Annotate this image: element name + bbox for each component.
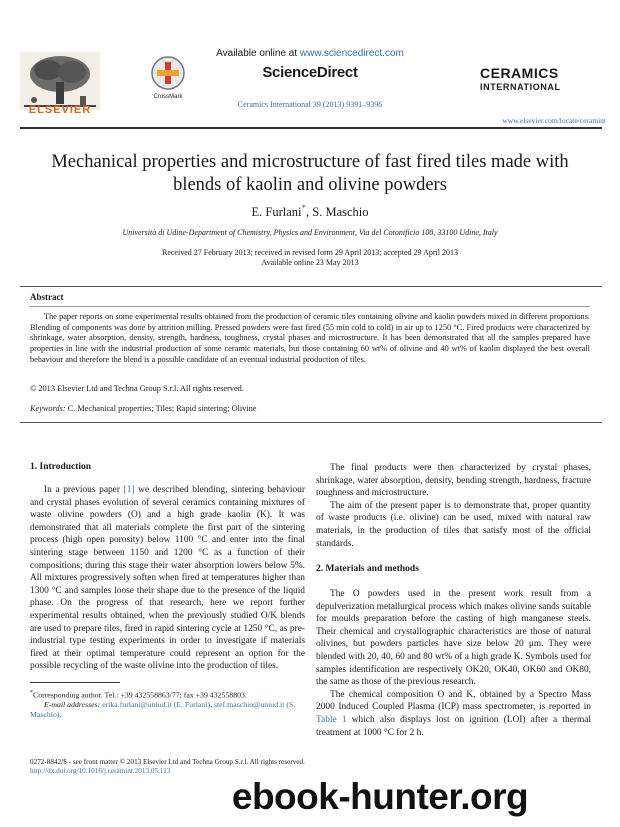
journal-reference-link[interactable]: Ceramics International 39 (2013) 9391–9396 — [237, 100, 383, 109]
journal-homepage-link[interactable]: www.elsevier.com/locate/ceramint — [502, 116, 606, 125]
email-link-furlani[interactable]: erika.furlani@uniud.it (E. Furlani) — [102, 700, 211, 709]
materials-methods-text — [316, 588, 591, 739]
front-matter-notice: 0272-8842/$ - see front matter © 2013 Elsevier Ltd and Techna Group S.r.l. All rights reserved. — [30, 758, 305, 766]
sciencedirect-link[interactable]: www.sciencedirect.com — [299, 48, 404, 59]
abstract-divider — [30, 306, 590, 307]
methods-p2-start: The chemical composition O and K, obtained by a Spectro Mass 2000 Induced Coupled Plasma (ICP) mass spectrometer, is reported in — [316, 689, 591, 713]
footnote-divider — [30, 682, 120, 683]
keywords-line — [30, 404, 590, 413]
title-divider — [20, 286, 602, 287]
intro-p1-rest: we described blending, sintering behaviour and crystal phases evolution of several ceramics containing mixtures of waste olivine powders (O) and a high grade kaolin (K). It was demonstrated that all materials complete the first part of the sintering process (high open porosity) below 1100 °C and enter into the final sintering stage between 1150 and 1200 °C as a function of their compositions; during this stage their water absorption lowers below 5%. All mixtures progressively soften when fired at temperatures higher than 1300 °C and samples loose their shape due to the presence of the liquid phase. On the progress of that research, here we report further experimental results obtained, when the previously studied O/K blends are used to prepare tiles, fired in rapid sintering cycle at 1250 °C, as pre-industrial type testing experiments in order to investigate if materials fired at their optimal temperature could represent an option for the possible recycling of the waste olivine into the production of tiles. — [30, 485, 305, 672]
corresponding-author-text: Corresponding author. Tel.: +39 432558863/77; fax +39 432558803. — [33, 690, 247, 700]
available-online-line — [190, 48, 430, 59]
sciencedirect-logo: ScienceDirect — [262, 64, 358, 81]
email-separator: , — [210, 700, 214, 709]
watermark-text: ebook-hunter.org — [231, 776, 529, 817]
abstract-heading: Abstract — [30, 292, 64, 302]
corresponding-author-footnote — [30, 688, 305, 701]
methods-p2-rest: which also displays lost on ignition (LOI) after a thermal treatment at 1000 °C for 2 h. — [316, 714, 591, 738]
abstract-bottom-divider — [20, 422, 602, 423]
header-divider — [20, 127, 602, 129]
methods-paragraph-2 — [316, 689, 591, 739]
journal-logo-line1: CERAMICS — [480, 65, 559, 81]
citation-link-1[interactable]: [1] — [123, 485, 135, 495]
section-heading-introduction: 1. Introduction — [30, 462, 92, 472]
affiliation: Università di Udine-Department of Chemistry, Physics and Environment, Via del Cotonificio 108, 33100 Udine, Italy — [122, 228, 498, 237]
intro-paragraph-2: The final products were then characterized by crystal phases, shrinkage, water absorption, density, bending strength, hardness, fracture toughness and microstructure. — [316, 463, 591, 499]
publisher-name: ELSEVIER — [28, 104, 92, 116]
received-dates: Received 27 February 2013; received in revised form 29 April 2013; accepted 29 April 2013 — [162, 248, 458, 257]
available-prefix: Available online at — [216, 48, 300, 59]
footnote-star: * — [30, 690, 33, 696]
keywords-list: C. Mechanical properties; Tiles; Rapid sintering; Olivine — [65, 404, 257, 413]
intro-paragraph-3: The aim of the present paper is to demonstrate that, proper quantity of waste products (i.e. olivine) can be used, mixed with natural raw materials, in the production of tiles that satisfy most of the official standards. — [316, 500, 591, 549]
abstract-text: The paper reports on some experimental results obtained from the production of ceramic tiles containing olivine and kaolin powders mixed in different proportions. Blending of components was done by attrition milling. Pressed powders were fast fired (55 min cold to cold) in air up to 1250 °C. Fired products were characterized by shrinkage, water absorption, density, strength, hardness, toughness, crystal phases and microstructure. It has been demonstrated that all the samples prepared have properties in line with the industrial production of some ceramic materials, but those containing 60 wt% of olivine and 40 wt% of kaolin displayed the best overall behaviour and therefore the blend is a possible candidate of an eventual industrial production of tiles. — [30, 312, 590, 364]
author-2[interactable]: S. Maschio — [312, 205, 369, 220]
introduction-text — [30, 484, 305, 673]
methods-paragraph-1: The O powders used in the present work result from a depulverization metallurgical process which makes olivine sands suitable for moulds preparation before the casting of high manganese steels. Their chemical and crystallographic characteristics are those of natural olivines, but powders particles have size below 20 μm. They were blended with 20, 40, 60 and 80 wt% of a high grade K. Symbols used for samples identification are respectively OK20, OK40, OK60 and OK80, the same as those of the previous research. — [316, 589, 592, 688]
section-heading-materials-methods: 2. Materials and methods — [316, 564, 419, 574]
author-1[interactable]: E. Furlani — [251, 205, 302, 220]
elsevier-tree-logo — [20, 52, 100, 110]
author-separator: , — [306, 205, 313, 220]
abstract-copyright: © 2013 Elsevier Ltd and Techna Group S.r.l. All rights reserved. — [30, 384, 244, 393]
crossmark-label: CrossMark — [153, 94, 183, 100]
crossmark-icon[interactable] — [150, 55, 186, 91]
corresponding-author-marker[interactable]: * — [301, 203, 306, 213]
journal-logo-line2: INTERNATIONAL — [480, 82, 561, 92]
email-footnote — [30, 700, 305, 720]
email-label: E-mail addresses: — [44, 700, 103, 709]
intro-p1-start: In a previous paper — [44, 485, 124, 495]
article-title: Mechanical properties and microstructure of fast fired tiles made with blends of kaolin and olivine powders — [51, 152, 569, 195]
intro-continuation — [316, 462, 591, 550]
keywords-label: Keywords: — [30, 404, 66, 413]
available-online-date: Available online 23 May 2013 — [261, 258, 359, 267]
email-end: . — [59, 710, 62, 719]
table-1-link[interactable]: Table 1 — [316, 714, 347, 725]
intro-paragraph-1 — [30, 484, 305, 673]
email-link-maschio[interactable]: stef.maschio@uniud.it (S. Maschio) — [30, 700, 296, 719]
author-list — [30, 203, 590, 220]
doi-link[interactable]: http://dx.doi.org/10.1016/j.ceramint.2013.05.113 — [30, 767, 171, 775]
